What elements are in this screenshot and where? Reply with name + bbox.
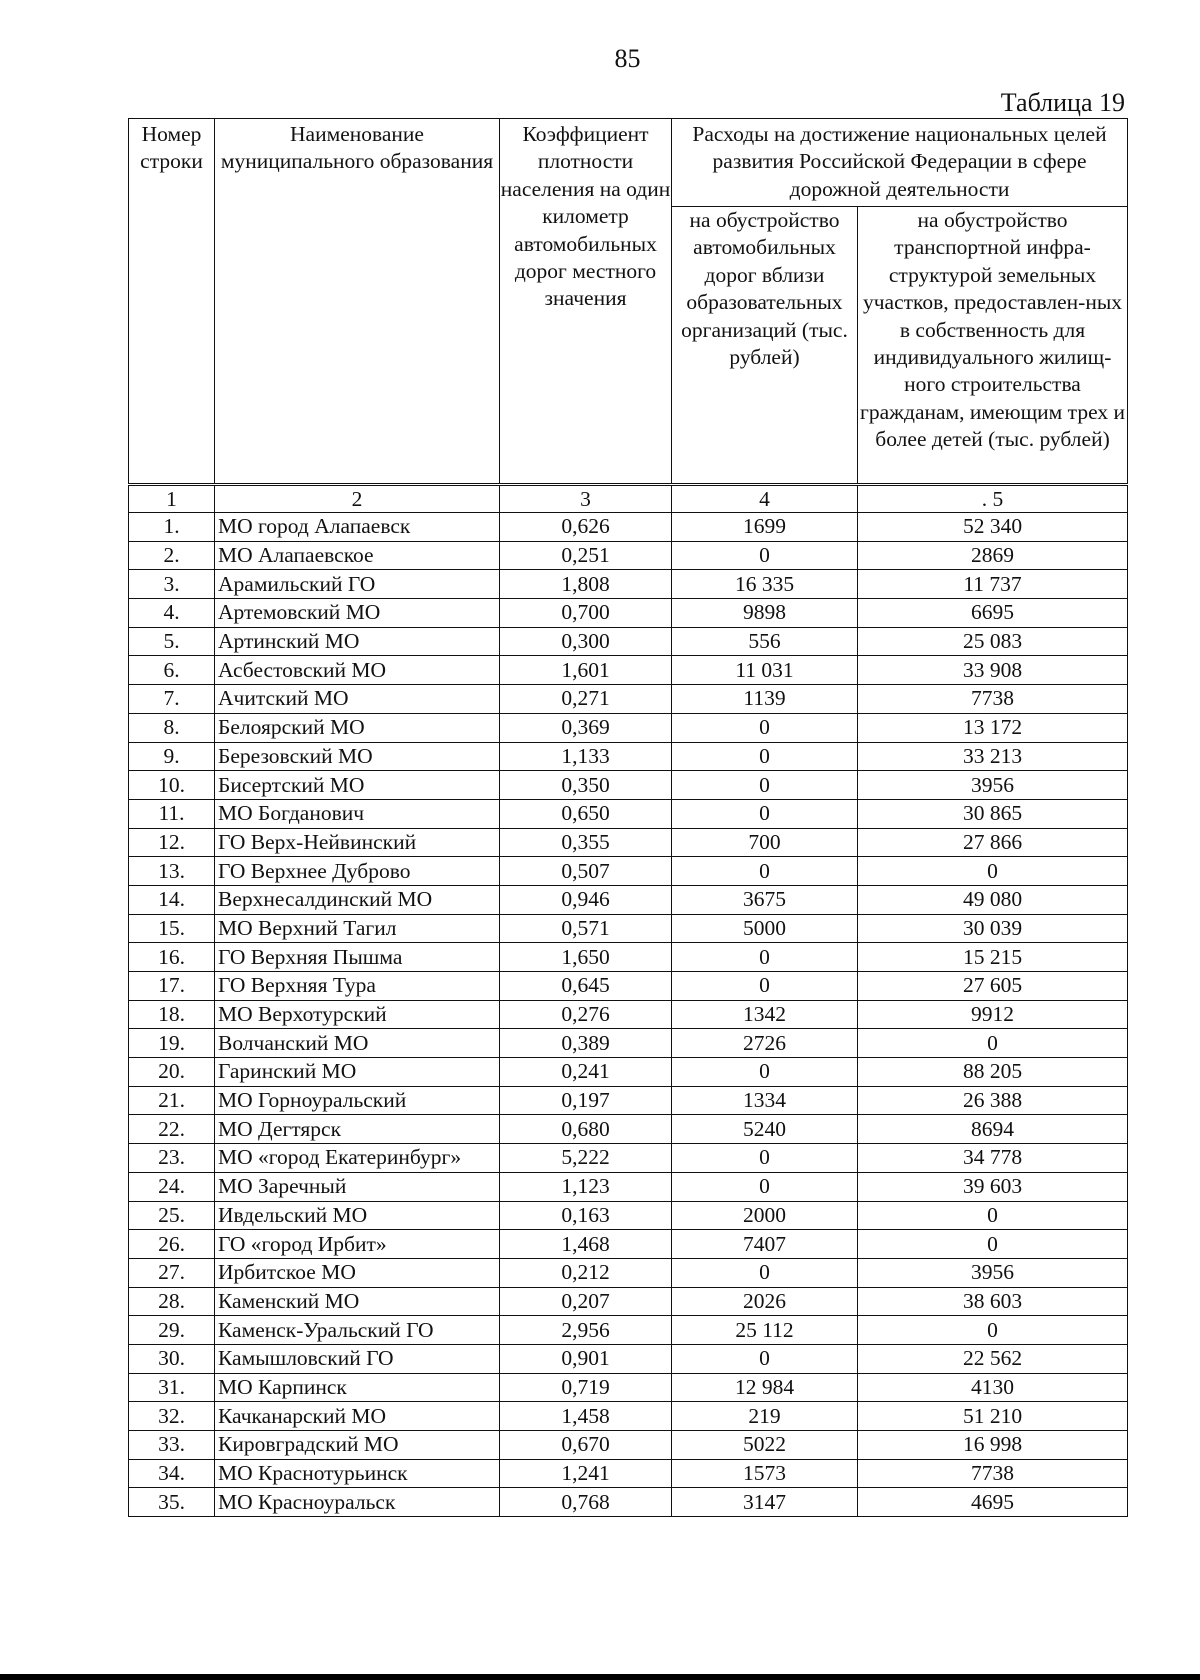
column-numbers-row (129, 485, 1128, 513)
row-number-cell: 4. (129, 599, 215, 628)
table-row (129, 828, 1128, 857)
expenses-land-cell: 8694 (858, 1115, 1128, 1144)
municipality-cell: ГО Верхнее Дуброво (215, 857, 500, 886)
table-row (129, 1258, 1128, 1287)
density-coefficient-cell: 1,241 (500, 1459, 672, 1488)
row-number-cell: 14. (129, 885, 215, 914)
expenses-land-cell: 13 172 (858, 713, 1128, 742)
municipality-cell: МО Карпинск (215, 1373, 500, 1402)
density-coefficient-cell: 0,389 (500, 1029, 672, 1058)
row-number-cell: 8. (129, 713, 215, 742)
header-density-coefficient: Коэффициент плотности населения на один километр автомобильных дорог местного значения (500, 119, 672, 485)
expenses-land-cell: 0 (858, 1230, 1128, 1259)
row-number-cell: 2. (129, 541, 215, 570)
table-caption: Таблица 19 (1000, 88, 1125, 117)
expenses-land-cell: 15 215 (858, 943, 1128, 972)
municipality-cell: МО Алапаевское (215, 541, 500, 570)
row-number-cell: 32. (129, 1402, 215, 1431)
row-number-cell: 24. (129, 1172, 215, 1201)
municipality-cell: Артинский МО (215, 627, 500, 656)
density-coefficient-cell: 1,601 (500, 656, 672, 685)
municipality-cell: Березовский МО (215, 742, 500, 771)
row-number-cell: 7. (129, 685, 215, 714)
municipality-cell: Качканарский МО (215, 1402, 500, 1431)
expenses-land-cell: 22 562 (858, 1344, 1128, 1373)
row-number-cell: 6. (129, 656, 215, 685)
expenses-schools-cell: 3675 (672, 885, 858, 914)
municipality-cell: Каменский МО (215, 1287, 500, 1316)
density-coefficient-cell: 0,197 (500, 1086, 672, 1115)
expenses-land-cell: 16 998 (858, 1431, 1128, 1460)
row-number-cell: 23. (129, 1144, 215, 1173)
density-coefficient-cell: 0,700 (500, 599, 672, 628)
row-number-cell: 25. (129, 1201, 215, 1230)
expenses-schools-cell: 25 112 (672, 1316, 858, 1345)
expenses-land-cell: 6695 (858, 599, 1128, 628)
density-coefficient-cell: 1,650 (500, 943, 672, 972)
expenses-schools-cell: 2026 (672, 1287, 858, 1316)
municipality-cell: МО Богданович (215, 799, 500, 828)
row-number-cell: 1. (129, 513, 215, 542)
expenses-schools-cell: 16 335 (672, 570, 858, 599)
expenses-land-cell: 25 083 (858, 627, 1128, 656)
expenses-land-cell: 0 (858, 1029, 1128, 1058)
expenses-schools-cell: 7407 (672, 1230, 858, 1259)
density-coefficient-cell: 1,808 (500, 570, 672, 599)
row-number-cell: 20. (129, 1058, 215, 1087)
column-number: 4 (672, 485, 858, 513)
table-row (129, 1344, 1128, 1373)
row-number-cell: 21. (129, 1086, 215, 1115)
table-row (129, 656, 1128, 685)
table-row (129, 685, 1128, 714)
expenses-schools-cell: 0 (672, 1172, 858, 1201)
density-coefficient-cell: 0,276 (500, 1000, 672, 1029)
density-coefficient-cell: 0,626 (500, 513, 672, 542)
table-row (129, 799, 1128, 828)
density-coefficient-cell: 0,271 (500, 685, 672, 714)
expenses-land-cell: 88 205 (858, 1058, 1128, 1087)
row-number-cell: 31. (129, 1373, 215, 1402)
header-expenses-group: Расходы на достижение национальных целей развития Российской Федерации в сфере дорожной деятельности (672, 119, 1128, 207)
expenses-schools-cell: 3147 (672, 1488, 858, 1517)
expenses-land-cell: 0 (858, 857, 1128, 886)
data-table (128, 118, 1128, 1517)
page-bottom-border (0, 1674, 1200, 1680)
expenses-schools-cell: 2000 (672, 1201, 858, 1230)
density-coefficient-cell: 0,300 (500, 627, 672, 656)
expenses-schools-cell: 9898 (672, 599, 858, 628)
density-coefficient-cell: 0,571 (500, 914, 672, 943)
row-number-cell: 33. (129, 1431, 215, 1460)
density-coefficient-cell: 0,645 (500, 972, 672, 1001)
row-number-cell: 26. (129, 1230, 215, 1259)
expenses-schools-cell: 0 (672, 713, 858, 742)
expenses-land-cell: 49 080 (858, 885, 1128, 914)
expenses-land-cell: 4130 (858, 1373, 1128, 1402)
table-row (129, 1029, 1128, 1058)
expenses-schools-cell: 1139 (672, 685, 858, 714)
row-number-cell: 13. (129, 857, 215, 886)
table-row (129, 914, 1128, 943)
municipality-cell: Ирбитское МО (215, 1258, 500, 1287)
expenses-schools-cell: 1334 (672, 1086, 858, 1115)
row-number-cell: 17. (129, 972, 215, 1001)
expenses-land-cell: 27 866 (858, 828, 1128, 857)
table-row (129, 742, 1128, 771)
table-row (129, 1373, 1128, 1402)
expenses-land-cell: 11 737 (858, 570, 1128, 599)
municipality-cell: Артемовский МО (215, 599, 500, 628)
density-coefficient-cell: 0,350 (500, 771, 672, 800)
municipality-cell: МО Красноуральск (215, 1488, 500, 1517)
density-coefficient-cell: 0,163 (500, 1201, 672, 1230)
density-coefficient-cell: 0,251 (500, 541, 672, 570)
expenses-schools-cell: 0 (672, 1258, 858, 1287)
expenses-land-cell: 4695 (858, 1488, 1128, 1517)
density-coefficient-cell: 0,369 (500, 713, 672, 742)
table-row (129, 1402, 1128, 1431)
table-row (129, 972, 1128, 1001)
table-row (129, 1287, 1128, 1316)
expenses-land-cell: 52 340 (858, 513, 1128, 542)
expenses-schools-cell: 0 (672, 771, 858, 800)
municipality-cell: ГО «город Ирбит» (215, 1230, 500, 1259)
municipality-cell: Каменск-Уральский ГО (215, 1316, 500, 1345)
density-coefficient-cell: 1,123 (500, 1172, 672, 1201)
table-row (129, 1115, 1128, 1144)
expenses-land-cell: 9912 (858, 1000, 1128, 1029)
table-row (129, 713, 1128, 742)
column-number: . 5 (858, 485, 1128, 513)
table-row (129, 943, 1128, 972)
density-coefficient-cell: 0,507 (500, 857, 672, 886)
expenses-schools-cell: 700 (672, 828, 858, 857)
row-number-cell: 35. (129, 1488, 215, 1517)
density-coefficient-cell: 0,946 (500, 885, 672, 914)
expenses-land-cell: 33 213 (858, 742, 1128, 771)
municipality-cell: Белоярский МО (215, 713, 500, 742)
expenses-land-cell: 7738 (858, 685, 1128, 714)
expenses-schools-cell: 1573 (672, 1459, 858, 1488)
table-row (129, 1000, 1128, 1029)
expenses-schools-cell: 5240 (672, 1115, 858, 1144)
expenses-schools-cell: 0 (672, 1058, 858, 1087)
row-number-cell: 16. (129, 943, 215, 972)
municipality-cell: МО Горноуральский (215, 1086, 500, 1115)
municipality-cell: ГО Верхняя Тура (215, 972, 500, 1001)
expenses-land-cell: 3956 (858, 771, 1128, 800)
expenses-schools-cell: 219 (672, 1402, 858, 1431)
municipality-cell: ГО Верхняя Пышма (215, 943, 500, 972)
expenses-land-cell: 26 388 (858, 1086, 1128, 1115)
municipality-cell: ГО Верх-Нейвинский (215, 828, 500, 857)
table-row (129, 1058, 1128, 1087)
expenses-schools-cell: 5000 (672, 914, 858, 943)
density-coefficient-cell: 0,355 (500, 828, 672, 857)
municipality-cell: Ачитский МО (215, 685, 500, 714)
municipality-cell: МО Дегтярск (215, 1115, 500, 1144)
expenses-schools-cell: 1342 (672, 1000, 858, 1029)
density-coefficient-cell: 0,680 (500, 1115, 672, 1144)
municipality-cell: МО Верхний Тагил (215, 914, 500, 943)
expenses-schools-cell: 0 (672, 972, 858, 1001)
row-number-cell: 27. (129, 1258, 215, 1287)
density-coefficient-cell: 5,222 (500, 1144, 672, 1173)
row-number-cell: 15. (129, 914, 215, 943)
density-coefficient-cell: 0,719 (500, 1373, 672, 1402)
row-number-cell: 11. (129, 799, 215, 828)
table-row (129, 570, 1128, 599)
table-row (129, 627, 1128, 656)
expenses-land-cell: 27 605 (858, 972, 1128, 1001)
expenses-land-cell: 0 (858, 1316, 1128, 1345)
row-number-cell: 22. (129, 1115, 215, 1144)
expenses-schools-cell: 11 031 (672, 656, 858, 685)
expenses-schools-cell: 5022 (672, 1431, 858, 1460)
header-row-number: Номер строки (129, 119, 215, 485)
density-coefficient-cell: 0,241 (500, 1058, 672, 1087)
expenses-land-cell: 34 778 (858, 1144, 1128, 1173)
row-number-cell: 5. (129, 627, 215, 656)
column-number: 1 (129, 485, 215, 513)
density-coefficient-cell: 0,212 (500, 1258, 672, 1287)
expenses-schools-cell: 12 984 (672, 1373, 858, 1402)
municipality-cell: Волчанский МО (215, 1029, 500, 1058)
table-row (129, 541, 1128, 570)
expenses-schools-cell: 0 (672, 799, 858, 828)
density-coefficient-cell: 0,670 (500, 1431, 672, 1460)
expenses-schools-cell: 0 (672, 541, 858, 570)
density-coefficient-cell: 0,650 (500, 799, 672, 828)
table-row (129, 599, 1128, 628)
row-number-cell: 3. (129, 570, 215, 599)
table-row (129, 771, 1128, 800)
expenses-schools-cell: 556 (672, 627, 858, 656)
table-row (129, 1459, 1128, 1488)
expenses-land-cell: 2869 (858, 541, 1128, 570)
density-coefficient-cell: 0,207 (500, 1287, 672, 1316)
municipality-cell: МО Заречный (215, 1172, 500, 1201)
expenses-schools-cell: 0 (672, 1144, 858, 1173)
density-coefficient-cell: 0,901 (500, 1344, 672, 1373)
municipality-cell: МО Краснотурьинск (215, 1459, 500, 1488)
row-number-cell: 30. (129, 1344, 215, 1373)
municipality-cell: Ивдельский МО (215, 1201, 500, 1230)
table-row (129, 1488, 1128, 1517)
row-number-cell: 34. (129, 1459, 215, 1488)
density-coefficient-cell: 2,956 (500, 1316, 672, 1345)
municipality-cell: МО «город Екатеринбург» (215, 1144, 500, 1173)
row-number-cell: 18. (129, 1000, 215, 1029)
row-number-cell: 28. (129, 1287, 215, 1316)
expenses-land-cell: 30 039 (858, 914, 1128, 943)
expenses-land-cell: 33 908 (858, 656, 1128, 685)
page-number: 85 (614, 44, 641, 73)
header-expenses-schools: на обустройство автомобильных дорог вблизи образовательных организаций (тыс. рублей) (672, 207, 858, 485)
expenses-land-cell: 39 603 (858, 1172, 1128, 1201)
municipality-cell: Гаринский МО (215, 1058, 500, 1087)
header-municipality: Наименование муниципального образования (215, 119, 500, 485)
table-row (129, 1172, 1128, 1201)
density-coefficient-cell: 1,468 (500, 1230, 672, 1259)
municipality-cell: МО город Алапаевск (215, 513, 500, 542)
expenses-land-cell: 3956 (858, 1258, 1128, 1287)
expenses-land-cell: 51 210 (858, 1402, 1128, 1431)
table-row (129, 513, 1128, 542)
expenses-land-cell: 0 (858, 1201, 1128, 1230)
table-row (129, 1201, 1128, 1230)
density-coefficient-cell: 1,133 (500, 742, 672, 771)
row-number-cell: 9. (129, 742, 215, 771)
table-row (129, 1431, 1128, 1460)
expenses-schools-cell: 1699 (672, 513, 858, 542)
expenses-schools-cell: 0 (672, 1344, 858, 1373)
municipality-cell: Бисертский МО (215, 771, 500, 800)
municipality-cell: Арамильский ГО (215, 570, 500, 599)
row-number-cell: 19. (129, 1029, 215, 1058)
municipality-cell: Асбестовский МО (215, 656, 500, 685)
expenses-schools-cell: 0 (672, 857, 858, 886)
table-row (129, 1144, 1128, 1173)
expenses-schools-cell: 0 (672, 943, 858, 972)
density-coefficient-cell: 1,458 (500, 1402, 672, 1431)
expenses-land-cell: 30 865 (858, 799, 1128, 828)
municipality-cell: Верхнесалдинский МО (215, 885, 500, 914)
density-coefficient-cell: 0,768 (500, 1488, 672, 1517)
expenses-schools-cell: 0 (672, 742, 858, 771)
row-number-cell: 12. (129, 828, 215, 857)
column-number: 3 (500, 485, 672, 513)
row-number-cell: 29. (129, 1316, 215, 1345)
expenses-land-cell: 7738 (858, 1459, 1128, 1488)
column-number: 2 (215, 485, 500, 513)
row-number-cell: 10. (129, 771, 215, 800)
municipality-cell: Камышловский ГО (215, 1344, 500, 1373)
header-expenses-land: на обустройство транспортной инфра-структурой земельных участков, предоставлен-ных в собственность для индивидуального жилищ-ного строительства гражданам, имеющим трех и более детей (тыс. рублей) (858, 207, 1128, 485)
table-row (129, 885, 1128, 914)
municipality-cell: Кировградский МО (215, 1431, 500, 1460)
municipality-cell: МО Верхотурский (215, 1000, 500, 1029)
table-row (129, 1316, 1128, 1345)
table-body (129, 513, 1128, 1517)
table-row (129, 1230, 1128, 1259)
table-row (129, 1086, 1128, 1115)
expenses-land-cell: 38 603 (858, 1287, 1128, 1316)
expenses-schools-cell: 2726 (672, 1029, 858, 1058)
table-row (129, 857, 1128, 886)
